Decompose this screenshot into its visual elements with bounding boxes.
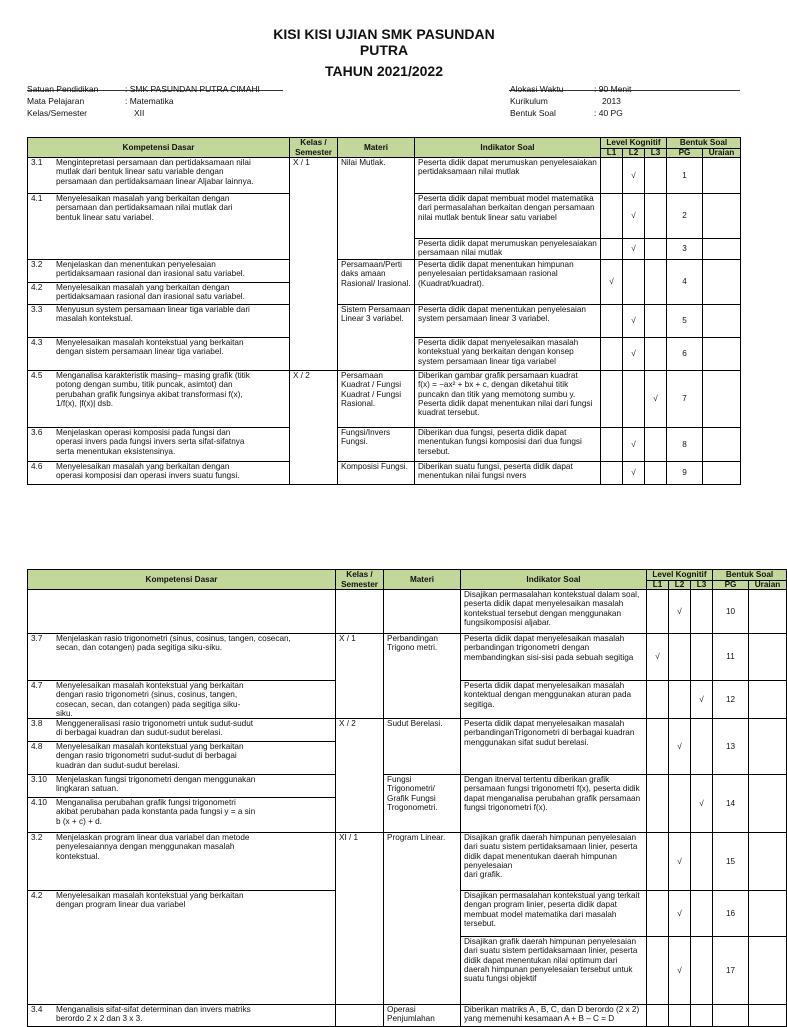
indikator-cell: Diberikan suatu fungsi, peserta didik dapat menentukan nilai fungsi nvers: [415, 462, 601, 485]
pg-number: 10: [713, 590, 749, 634]
header-indikator-soal: Indikator Soal: [461, 570, 647, 590]
header-materi: Materi: [338, 138, 415, 158]
check-mark: √: [691, 775, 713, 833]
check-mark: √: [669, 719, 691, 775]
info-value-mapel: : Matematika: [125, 96, 174, 106]
info-label-mapel: Mata Pelajaran: [27, 96, 85, 106]
title-line-1: KISI KISI UJIAN SMK PASUNDAN: [273, 26, 495, 42]
materi-cell: Persamaan/Perti daks amaan Rasional/ Irasional.: [338, 260, 415, 305]
header-indikator-soal: Indikator Soal: [415, 138, 601, 158]
indikator-cell: Disajikan grafik daerah himpunan penyelesaian dari suatu sistem pertidaksamaan linier, peserta didik dapat menentukan daerah himpunan penyelesaian dari grafik.: [461, 833, 647, 891]
header-l1: L1: [647, 581, 669, 590]
header-uraian: Uraian: [749, 581, 787, 590]
kd-cell: 4.7 Menyelesaikan masalah kontekstual yang berkaitan dengan rasio trigonometri (sinus, cosinus, tangen, cosecan, secan, dan cotangen) pada segitiga siku-siku.: [28, 681, 336, 719]
pg-number: 9: [667, 462, 703, 485]
kisi-table-1: [27, 137, 741, 485]
indikator-cell: Disajikan permasalahan kontekstual dalam soal, peserta didik dapat menyelesaikan masalah kontekstual tersebut dengan menggunakan fungsikomposisi aljabar.: [461, 590, 647, 634]
pg-number: 14: [713, 775, 749, 833]
indikator-cell: Dengan itnerval tertentu diberikan grafik persamaan fungsi trigonometri f(x), peserta didik dapat menganalisa perubahan grafik persamaan fungsi trigonometri f(x).: [461, 775, 647, 833]
header-level-kognitif: Level Kognitif: [647, 570, 713, 581]
check-mark: √: [623, 428, 645, 462]
header-level-kognitif: Level Kognitif: [601, 138, 667, 149]
kd-cell: 3.1 Mengintepretasi persamaan dan pertidaksamaan nilai mutlak dari bentuk linear satu variable dengan persamaan dan pertidaksamaan linear Aljabar lainnya.: [28, 158, 290, 194]
materi-cell: Fungsi Trigonometri/ Grafik Fungsi Trogonometri.: [384, 775, 461, 833]
kd-cell: 3.2 Menjelaskan program linear dua variabel dan metode penyelesaiannya dengan menggunakan masalah kontekstual.: [28, 833, 336, 891]
header-materi: Materi: [384, 570, 461, 590]
kd-cell: 4.5 Menganalisa karakteristik masing– masing grafik (titik potong dengan sumbu, titik puncak, asimtot) dan perubahan grafik fungsinya akibat transformasi f(x), 1/f(x), |f(x)| dsb.: [28, 371, 290, 428]
pg-number: 3: [667, 239, 703, 260]
info-label-satuan: Satuan Pendidikan: [27, 84, 99, 94]
pg-number: 1: [667, 158, 703, 194]
pg-number: 11: [713, 634, 749, 681]
indikator-cell: Peserta didik dapat membuat model matematika dari permasalahan berkaitan dengan persamaan nilai mutlak bentuk linear satu variabel: [415, 194, 601, 239]
info-label-kurikulum: Kurikulum: [510, 96, 548, 106]
header-l3: L3: [645, 149, 667, 158]
header-bentuk-soal: Bentuk Soal: [667, 138, 741, 149]
materi-cell: Komposisi Fungsi.: [338, 462, 415, 485]
title-line-3: TAHUN 2021/2022: [324, 63, 444, 79]
indikator-cell: Peserta didik dapat menentukan himpunan penyelesaian pertidaksamaan rasional (Kuadrat/kuadrat).: [415, 260, 601, 305]
header-pg: PG: [713, 581, 749, 590]
pg-number: 13: [713, 719, 749, 775]
check-mark: √: [647, 634, 669, 681]
indikator-cell: Diberikan matriks A , B, C, dan D berordo (2 x 2) yang memenuhi kesamaan A + B – C = D: [461, 1005, 647, 1027]
indikator-cell: Diberikan gambar grafik persamaan kuadrat f(x) = −ax² + bx + c, dengan diketahui titik puncakn dan titik yang memotong sumbu y. Peserta didik dapat menentukan nilai dari fungsi kuadrat tersebut.: [415, 371, 601, 428]
header-l2: L2: [623, 149, 645, 158]
info-label-alokasi: Alokasi Waktu: [510, 84, 564, 94]
kd-cell: 3.8 Menggeneralisasi rasio trigonometri untuk sudut-sudut di berbagai kuadran dan sudut-sudut berelasi. 4.8 Menyelesaikan masalah kontekstual yang berkaitan dengan rasio trigonometri sudut-sudut di berbagai kuadran dan sudut-sudut berelasi.: [28, 719, 336, 775]
indikator-cell: Peserta didik dapat merumuskan penyelesaiakan persamaan nilai mutlak: [415, 239, 601, 260]
kisi-table-2: [27, 569, 787, 1027]
kd-cell: 3.2 Menjelaskan dan menentukan penyelesaian pertidaksamaan rasional dan irasional satu variabel. 4.2 Menyelesaikan masalah yang berkaitan dengan pertidaksamaan rasional dan irasional satu variabel.: [28, 260, 290, 305]
indikator-cell: Peserta didik dapat menyelesaikan masalah perbandinganTrigonometri di berbagai kuadran menggunakan sifat sudut berelasi.: [461, 719, 647, 775]
pg-number: 2: [667, 194, 703, 239]
check-mark: √: [623, 158, 645, 194]
check-mark: √: [669, 590, 691, 634]
indikator-cell: Peserta didik dapat menyelesaikan masalah kontektual dengan menggunakan aturan pada segitiga.: [461, 681, 647, 719]
kd-cell: 3.7 Menjelaskan rasio trigonometri (sinus, cosinus, tangen, cosecan, secan, dan cotangen) pada segitiga siku-siku.: [28, 634, 336, 681]
pg-number: 16: [713, 891, 749, 937]
info-value-bentuk: : 40 PG: [594, 108, 623, 118]
info-value-kurikulum: 2013: [602, 96, 621, 106]
materi-cell: Operasi Penjumlahan: [384, 1005, 461, 1027]
indikator-cell: Disajikan grafik daerah himpunan penyelesaian dari suatu sistem pertidaksamaan linier, peserta didik dapat menentukan nilai optimum dari daerah himpunan penyelesaian tersebut untuk suatu fungsi objektif: [461, 937, 647, 1005]
header-l2: L2: [669, 581, 691, 590]
header-kelas-semester: Kelas / Semester: [336, 570, 384, 590]
title-line-2: PUTRA: [359, 42, 409, 58]
header-kompetensi-dasar: Kompetensi Dasar: [28, 570, 336, 590]
check-mark: √: [623, 305, 645, 338]
check-mark: √: [623, 338, 645, 371]
check-mark: √: [623, 194, 645, 239]
check-mark: √: [645, 371, 667, 428]
check-mark: √: [601, 260, 623, 305]
header-kompetensi-dasar: Kompetensi Dasar: [28, 138, 290, 158]
kd-cell: 4.1 Menyelesaikan masalah yang berkaitan dengan persamaan dan pertidaksamaan nilai mutlak dari bentuk linear satu variabel.: [28, 194, 290, 260]
info-value-satuan: : SMK PASUNDAN PUTRA CIMAHI: [125, 84, 260, 94]
kd-cell: 3.10 Menjelaskan fungsi trigonometri dengan menggunakan lingkaran satuan. 4.10 Menganalisa perubahan grafik fungsi trigonometri akibat perubahan pada konstanta pada fungsi y = a sin b (x + c) + d.: [28, 775, 336, 833]
check-mark: √: [669, 937, 691, 1005]
pg-number: 12: [713, 681, 749, 719]
materi-cell: Perbandingan Trigono metri.: [384, 634, 461, 719]
kelas-cell: X / 2: [336, 719, 384, 833]
info-label-kelas: Kelas/Semester: [27, 108, 87, 118]
materi-cell: Persamaan Kuadrat / Fungsi Kuadrat / Fungsi Rasional.: [338, 371, 415, 428]
kd-cell: 4.2 Menyelesaikan masalah kontekstual yang berkaitan dengan program linear dua variabel: [28, 891, 336, 1005]
info-label-bentuk: Bentuk Soal: [510, 108, 556, 118]
header-kelas-semester: Kelas / Semester: [290, 138, 338, 158]
check-mark: √: [669, 833, 691, 891]
pg-number: 15: [713, 833, 749, 891]
indikator-cell: Disajikan permasalahan kontekstual yang terkait dengan program linier, peserta didik dapat membuat model matematika dari masalah tersebut.: [461, 891, 647, 937]
info-value-alokasi: : 90 Menit: [594, 84, 632, 94]
kd-cell: 3.6 Menjelaskan operasi komposisi pada fungsi dan operasi invers pada fungsi invers serta sifat-sifatnya serta menentukan eksistensinya.: [28, 428, 290, 462]
kd-cell: 3.4 Menganalisis sifat-sifat determinan dan invers matriks berordo 2 x 2 dan 3 x 3.: [28, 1005, 336, 1027]
check-mark: √: [691, 681, 713, 719]
info-value-kelas: XII: [134, 108, 145, 118]
materi-cell: Sudut Berelasi.: [384, 719, 461, 775]
kelas-cell: X / 1: [290, 158, 338, 371]
kelas-cell: XI / 1: [336, 833, 384, 1005]
indikator-cell: Peserta didik dapat menentukan penyelesaian system persamaan linear 3 variabel.: [415, 305, 601, 338]
kd-cell: 4.3 Menyelesaikan masalah kontekstual yang berkaitan dengan sistem persamaan linear tiga variabel.: [28, 338, 290, 371]
indikator-cell: Peserta didik dapat menyelesaikan masalah kontekstual yang berkaitan dengan konsep system persamaan linear tiga variabel: [415, 338, 601, 371]
header-l3: L3: [691, 581, 713, 590]
pg-number: 5: [667, 305, 703, 338]
materi-cell: Nilai Mutlak.: [338, 158, 415, 260]
materi-cell: Sistem Persamaan Linear 3 variabel.: [338, 305, 415, 371]
header-pg: PG: [667, 149, 703, 158]
materi-cell: Program Linear.: [384, 833, 461, 1005]
kelas-cell: X / 2: [290, 371, 338, 485]
pg-number: 6: [667, 338, 703, 371]
indikator-cell: Peserta didik dapat merumuskan penyelesaiakan pertidaksamaan nilai mutlak: [415, 158, 601, 194]
header-bentuk-soal: Bentuk Soal: [713, 570, 787, 581]
kd-cell: 3.3 Menyusun system persamaan linear tiga variable dari masalah kontekstual.: [28, 305, 290, 338]
indikator-cell: Diberikan dua fungsi, peserta didik dapat menentukan fungsi komposisi dari dua fungsi tersebut.: [415, 428, 601, 462]
check-mark: √: [623, 239, 645, 260]
pg-number: 4: [667, 260, 703, 305]
kelas-cell: X / 1: [336, 634, 384, 719]
kd-cell: 4.6 Menyelesaikan masalah yang berkaitan dengan operasi komposisi dan operasi invers suatu fungsi.: [28, 462, 290, 485]
pg-number: 17: [713, 937, 749, 1005]
materi-cell: Fungsi/Invers Fungsi.: [338, 428, 415, 462]
check-mark: √: [669, 891, 691, 937]
check-mark: √: [623, 462, 645, 485]
pg-number: 8: [667, 428, 703, 462]
header-l1: L1: [601, 149, 623, 158]
pg-number: 7: [667, 371, 703, 428]
header-uraian: Uraian: [703, 149, 741, 158]
indikator-cell: Peserta didik dapat menyelesaikan masalah perbandingan trigonometri dengan membandingkan sisi-sisi pada sebuah segitiga: [461, 634, 647, 681]
